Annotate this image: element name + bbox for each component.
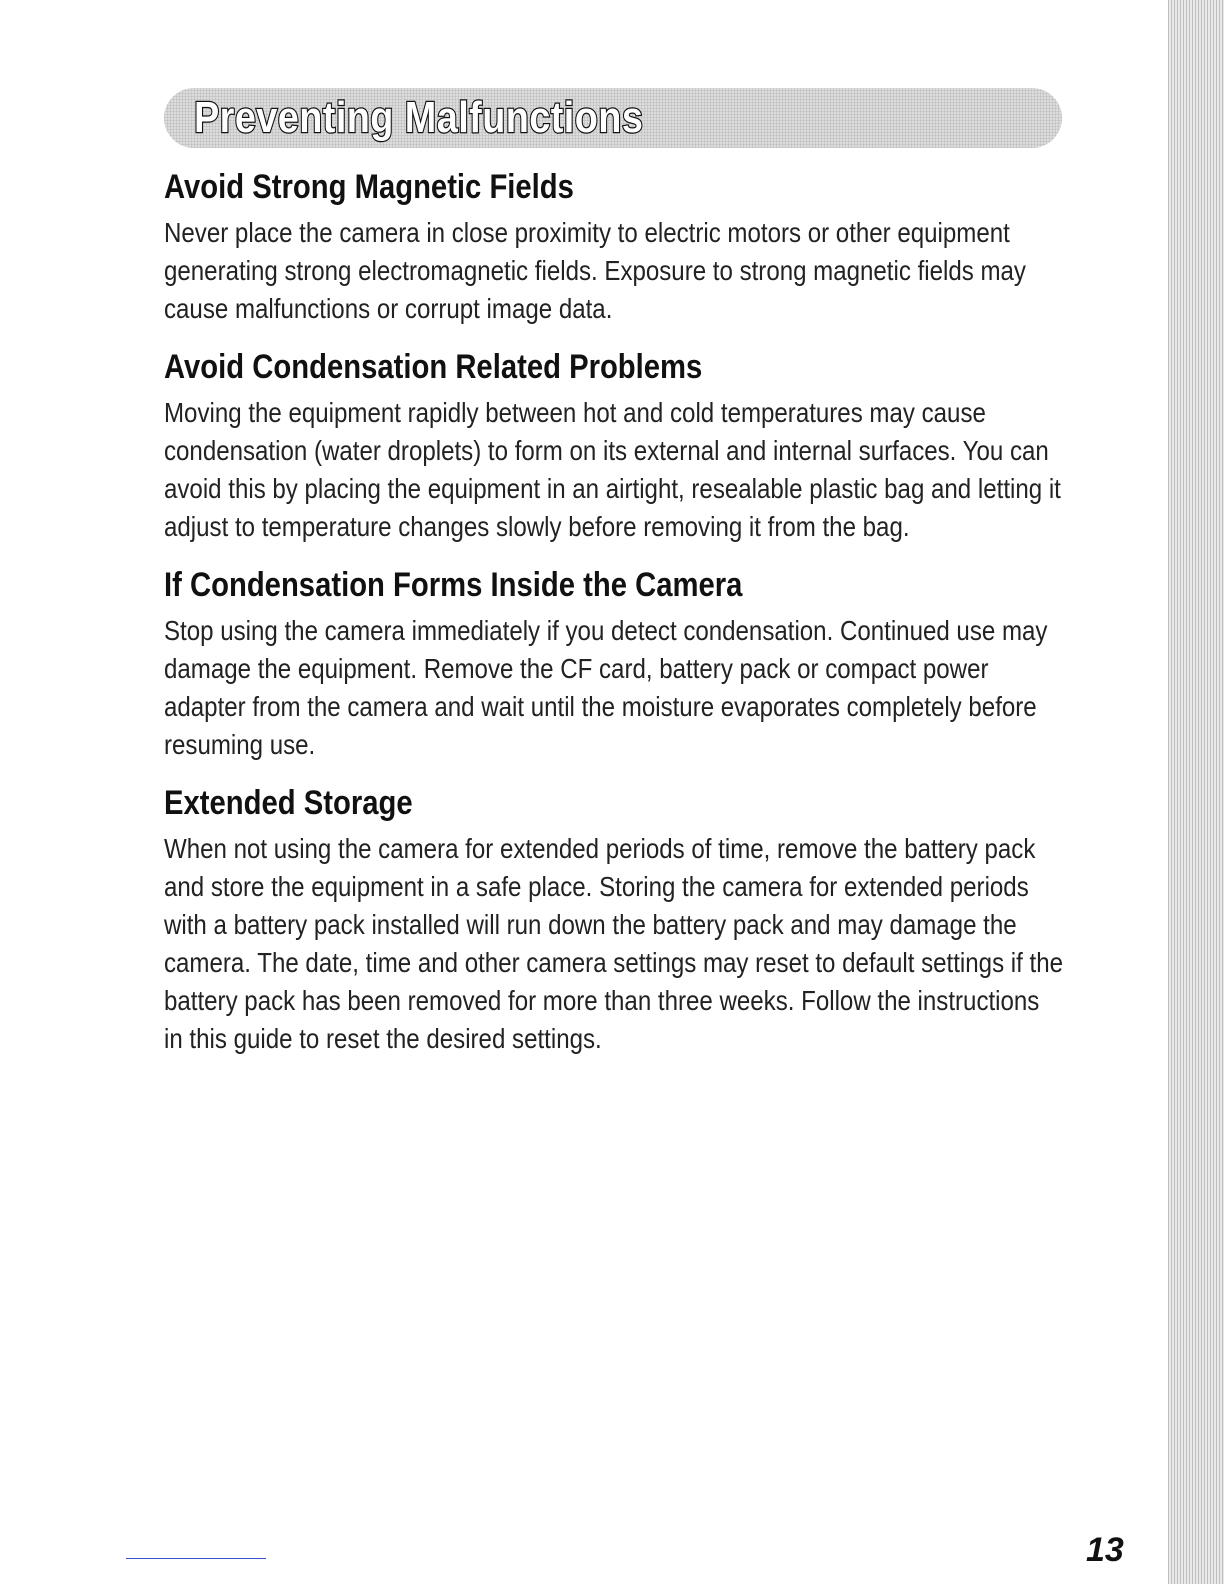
main-content (164, 164, 1064, 1074)
section-heading: Avoid Condensation Related Problems (164, 348, 703, 386)
section-body: When not using the camera for extended periods of time, remove the battery pack and store the equipment in a safe place. Storing the camera for extended periods with a battery pack installed will run down the battery pack and may damage the camera. The date, time and other camera settings may reset to default settings if the battery pack has been removed for more than three weeks. Follow the instructions in this guide to reset the desired settings. (164, 833, 1064, 1054)
footer-rule (126, 1558, 266, 1559)
section-body: Stop using the camera immediately if you detect condensation. Continued use may damage the equipment. Remove the CF card, battery pack or compact power adapter from the camera and wait until the moisture evaporates completely before resuming use. (164, 615, 1048, 760)
section-heading: If Condensation Forms Inside the Camera (164, 566, 743, 604)
section-condensation-inside (164, 562, 1064, 764)
section-magnetic-fields (164, 164, 1064, 328)
section-extended-storage (164, 780, 1064, 1058)
section-banner (164, 88, 1062, 148)
section-heading: Extended Storage (164, 784, 413, 822)
section-body: Moving the equipment rapidly between hot and cold temperatures may cause condensation (water droplets) to form on its external and internal surfaces. You can avoid this by placing the equipment in an airtight, resealable plastic bag and letting it adjust to temperature changes slowly before removing it from the bag. (164, 397, 1061, 542)
page-title: Preventing Malfunctions (194, 93, 644, 142)
page-edge-tab (1168, 0, 1224, 1584)
page-number: 13 (1086, 1531, 1124, 1569)
section-condensation-problems (164, 344, 1064, 546)
section-body: Never place the camera in close proximity to electric motors or other equipment generating strong electromagnetic fields. Exposure to strong magnetic fields may cause malfunctions or corrupt image data. (164, 217, 1026, 324)
section-heading: Avoid Strong Magnetic Fields (164, 168, 574, 206)
